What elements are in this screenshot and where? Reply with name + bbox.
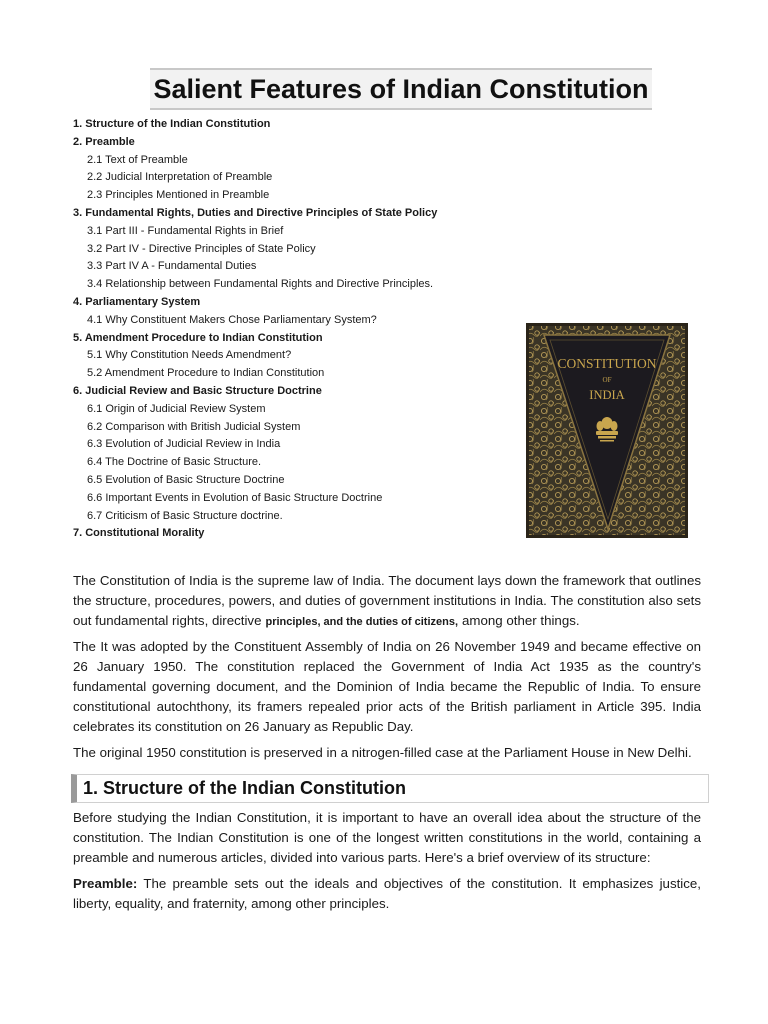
toc-item[interactable]: 1. Structure of the Indian Constitution [73, 118, 271, 130]
toc-subitem[interactable]: 3.1 Part III - Fundamental Rights in Brief [87, 224, 284, 237]
toc-subitem[interactable]: 5.2 Amendment Procedure to Indian Constitution [87, 367, 325, 380]
cover-title-line1: CONSTITUTION [557, 356, 657, 371]
toc-item[interactable]: 4. Parliamentary System [73, 295, 201, 308]
intro-paragraph-1 [73, 571, 701, 632]
toc-subitem[interactable]: 3.2 Part IV - Directive Principles of State Policy [87, 242, 316, 255]
page-title: Salient Features of Indian Constitution [153, 73, 649, 104]
toc-subitem[interactable]: 2.2 Judicial Interpretation of Preamble [87, 171, 273, 184]
toc-subitem[interactable]: 6.3 Evolution of Judicial Review in India [87, 438, 281, 451]
toc-subitem[interactable]: 3.4 Relationship between Fundamental Rights and Directive Principles. [87, 278, 434, 291]
toc-item[interactable]: 2. Preamble [73, 135, 135, 148]
intro-paragraph-2: The It was adopted by the Constituent Assembly of India on 26 November 1949 and became effective on 26 January 1950. The constitution replaced the Government of India Act 1935 as the country's fundamental governing document, and the Dominion of India became the Republic of India. To ensure constitutional autochthony, its framers repealed prior acts of the British parliament in Article 395. India celebrates its constitution on 26 January as Republic Day. [73, 639, 701, 734]
preamble-label: Preamble: [73, 876, 138, 891]
section-heading-box [71, 774, 709, 803]
section-paragraph-1: Before studying the Indian Constitution, it is important to have an overall idea about the structure of the constitution. The Indian Constitution is one of the longest written constitutions in the world, containing a preamble and numerous articles, divided into various parts. Here's a brief overview of its structure: [73, 810, 701, 865]
page-title-box [150, 68, 652, 110]
toc-item[interactable]: 5. Amendment Procedure to Indian Constitution [73, 331, 323, 344]
toc-subitem[interactable]: 6.1 Origin of Judicial Review System [87, 402, 266, 415]
cover-title-line2: OF [602, 376, 612, 384]
intro-paragraph-3: The original 1950 constitution is preserved in a nitrogen-filled case at the Parliament House in New Delhi. [73, 745, 692, 760]
toc-subitem[interactable]: 6.7 Criticism of Basic Structure doctrine. [87, 509, 283, 522]
intro-text: The Constitution of India is the supreme law of India. The document lays down the framework that outlines the structure, procedures, powers, and duties of government institutions in India. The constitution also sets out fundamental rights, directive [73, 573, 701, 628]
toc-subitem[interactable]: 5.1 Why Constitution Needs Amendment? [87, 349, 292, 362]
intro-text: among other things. [462, 613, 580, 628]
cover-title-line3: INDIA [589, 388, 625, 402]
toc-item[interactable]: 6. Judicial Review and Basic Structure Doctrine [73, 384, 322, 397]
constitution-cover-image [526, 323, 688, 538]
section-heading: 1. Structure of the Indian Constitution [83, 778, 406, 798]
toc-subitem[interactable]: 3.3 Part IV A - Fundamental Duties [87, 260, 257, 273]
toc-subitem[interactable]: 4.1 Why Constituent Makers Chose Parliamentary System? [87, 313, 377, 326]
toc-subitem[interactable]: 6.4 The Doctrine of Basic Structure. [87, 456, 262, 469]
toc-subitem[interactable]: 2.1 Text of Preamble [87, 153, 188, 166]
table-of-contents [73, 116, 503, 543]
toc-subitem[interactable]: 6.5 Evolution of Basic Structure Doctrine [87, 473, 285, 486]
toc-subitem[interactable]: 6.6 Important Events in Evolution of Basic Structure Doctrine [87, 491, 383, 504]
intro-bold-phrase: principles, and the duties of citizens, [265, 616, 459, 628]
section-paragraph-2 [73, 874, 701, 914]
toc-subitem[interactable]: 6.2 Comparison with British Judicial System [87, 420, 301, 433]
toc-item[interactable]: 7. Constitutional Morality [73, 527, 205, 540]
toc-subitem[interactable]: 2.3 Principles Mentioned in Preamble [87, 189, 270, 202]
toc-item[interactable]: 3. Fundamental Rights, Duties and Directive Principles of State Policy [73, 206, 438, 219]
preamble-text: The preamble sets out the ideals and objectives of the constitution. It emphasizes justice, liberty, equality, and fraternity, among other principles. [73, 876, 701, 911]
